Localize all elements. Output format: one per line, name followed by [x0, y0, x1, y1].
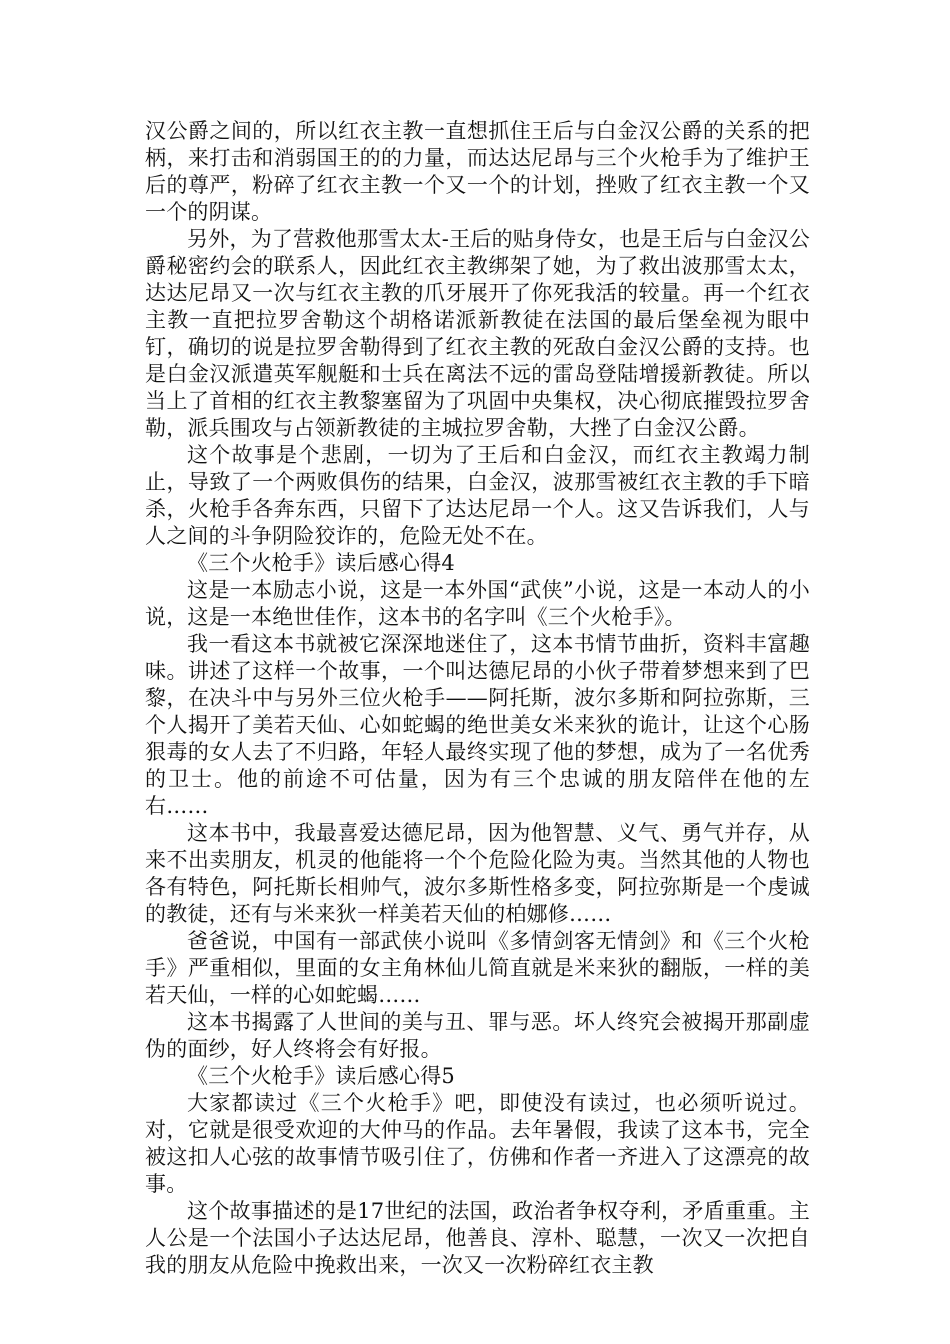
- section-heading-5: 《三个火枪手》读后感心得5: [187, 1064, 455, 1088]
- paragraph-rescue-and-la-rochelle: 另外，为了营救他那雪太太-王后的贴身侍女，也是王后与白金汉公爵秘密约会的联系人，因此红衣主教绑架了她，为了救出波那雪太太，达达尼昂又一次与红衣主教的爪牙展开了你死我活的较量。再一个红衣主教一直把拉罗舍勒这个胡格诺派新教徒在法国的最后堡垒视为眼中钉，确切的说是拉罗舍勒得到了红衣主教的死敌白金汉公爵的支持。也是白金汉派遣英军舰艇和士兵在离法不远的雷岛登陆增援新教徒。所以当上了首相的红衣主教黎塞留为了巩固中央集权，决心彻底摧毁拉罗舍勒，派兵围攻与占领新教徒的主城拉罗舍勒，大挫了白金汉公爵。: [145, 227, 810, 440]
- section-heading-4: 《三个火枪手》读后感心得4: [187, 551, 455, 575]
- paragraph-tragedy: 这个故事是个悲剧，一切为了王后和白金汉，而红衣主教竭力制止，导致了一个两败俱伤的结果，白金汉，波那雪被红衣主教的手下暗杀，火枪手各奔东西，只留下了达达尼昂一个人。这又告诉我们，人与人之间的斗争阴险狡诈的，危险无处不在。: [145, 443, 810, 548]
- paragraph-story-summary: 我一看这本书就被它深深地迷住了，这本书情节曲折，资料丰富趣味。讲述了这样一个故事，一个叫达德尼昂的小伙子带着梦想来到了巴黎，在决斗中与另外三位火枪手——阿托斯，波尔多斯和阿拉弥斯，三个人揭开了美若天仙、心如蛇蝎的绝世美女米来狄的诡计，让这个心肠狠毒的女人去了不归路，年轻人最终实现了他的梦想，成为了一名优秀的卫士。他的前途不可估量，因为有三个忠诚的朋友陪伴在他的左右……: [145, 632, 810, 818]
- paragraph-everyone-read: 大家都读过《三个火枪手》吧，即使没有读过，也必须听说过。对，它就是很受欢迎的大仲马的作品。去年暑假，我读了这本书，完全被这扣人心弦的故事情节吸引住了，仿佛和作者一齐进入了这漂亮的故事。: [145, 1091, 810, 1196]
- paragraph-moral: 这本书揭露了人世间的美与丑、罪与恶。坏人终究会被揭开那副虚伪的面纱，好人终将会有好报。: [145, 1010, 810, 1061]
- document-page: [145, 118, 810, 1279]
- paragraph-continuation: 汉公爵之间的，所以红衣主教一直想抓住王后与白金汉公爵的关系的把柄，来打击和消弱国王的的力量，而达达尼昂与三个火枪手为了维护王后的尊严，粉碎了红衣主教一个又一个的计划，挫败了红衣主教一个又一个的阴谋。: [145, 119, 810, 224]
- paragraph-17th-century: 这个故事描述的是17世纪的法国，政治者争权夺利，矛盾重重。主人公是一个法国小子达达尼昂，他善良、淳朴、聪慧，一次又一次把自我的朋友从危险中挽救出来，一次又一次粉碎红衣主教: [145, 1199, 810, 1277]
- paragraph-intro-novel: 这是一本励志小说，这是一本外国“武侠”小说，这是一本动人的小说，这是一本绝世佳作，这本书的名字叫《三个火枪手》。: [145, 578, 810, 629]
- paragraph-favorite-character: 这本书中，我最喜爱达德尼昂，因为他智慧、义气、勇气并存，从来不出卖朋友，机灵的他能将一个个危险化险为夷。当然其他的人物也各有特色，阿托斯长相帅气，波尔多斯性格多变，阿拉弥斯是一个虔诚的教徒，还有与米来狄一样美若天仙的柏娜修……: [145, 821, 810, 926]
- paragraph-father-comment: 爸爸说，中国有一部武侠小说叫《多情剑客无情剑》和《三个火枪手》严重相似，里面的女主角林仙儿简直就是米来狄的翻版，一样的美若天仙，一样的心如蛇蝎……: [145, 929, 810, 1007]
